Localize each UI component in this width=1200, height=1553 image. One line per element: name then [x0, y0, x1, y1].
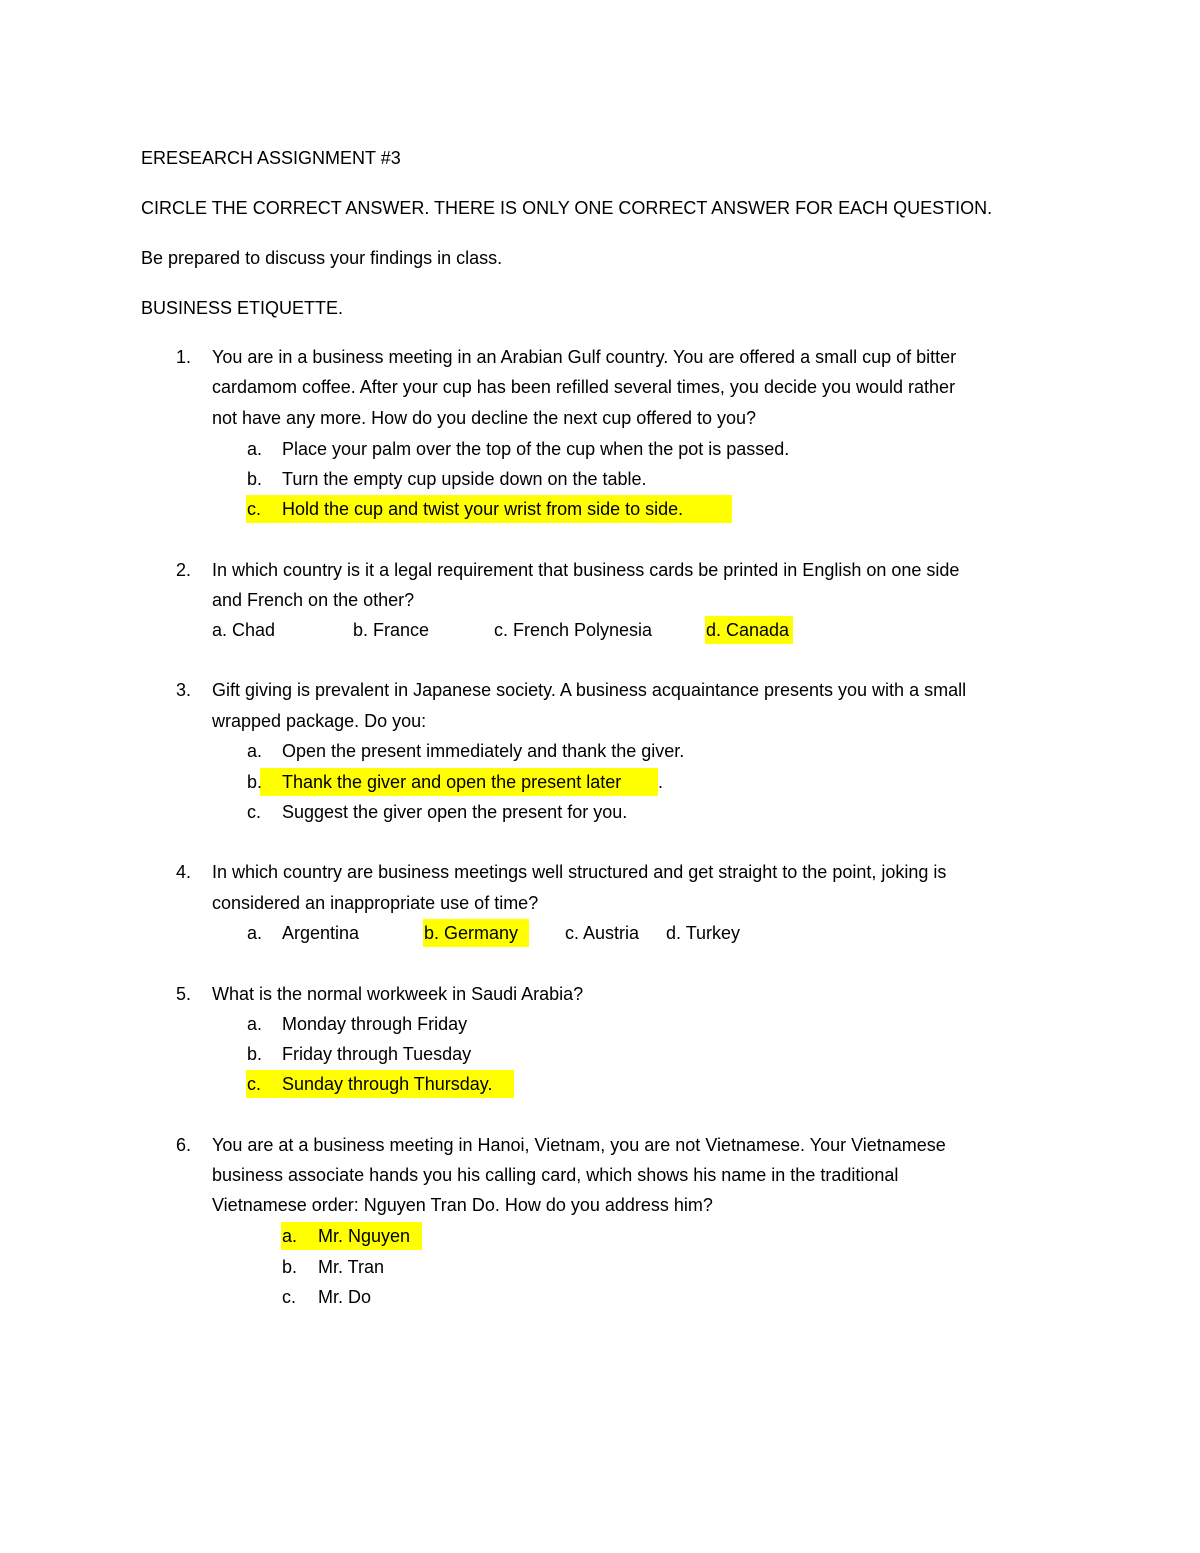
option-text: Monday through Friday	[282, 1014, 468, 1034]
instruction-text: CIRCLE THE CORRECT ANSWER. THERE IS ONLY ONE CORRECT ANSWER FOR EACH QUESTION.	[141, 198, 993, 218]
option-inline-correct: d. Canada	[706, 620, 790, 640]
option-letter: a.	[247, 923, 263, 943]
option-suffix: .	[658, 772, 664, 792]
option-letter: b.	[247, 772, 263, 792]
note-text: Be prepared to discuss your findings in class.	[141, 248, 503, 268]
option-letter: b.	[247, 1044, 263, 1064]
question-number: 2.	[176, 560, 192, 580]
section-heading: BUSINESS ETIQUETTE.	[141, 298, 344, 318]
question-text-line: business associate hands you his calling card, which shows his name in the traditional	[212, 1165, 899, 1185]
option-inline: b. France	[353, 620, 430, 640]
question-number: 4.	[176, 862, 192, 882]
option-letter: b.	[282, 1257, 298, 1277]
question-number: 6.	[176, 1135, 192, 1155]
question-number: 1.	[176, 347, 192, 367]
option-text: Open the present immediately and thank the giver.	[282, 741, 685, 761]
option-text: Suggest the giver open the present for you.	[282, 802, 628, 822]
option-letter-correct: c.	[247, 499, 262, 519]
question-text-line: wrapped package. Do you:	[212, 711, 427, 731]
question-text-line: Vietnamese order: Nguyen Tran Do. How do you address him?	[212, 1195, 713, 1215]
option-inline-correct: b. Germany	[424, 923, 519, 943]
option-inline: c. Austria	[565, 923, 640, 943]
option-letter-correct: c.	[247, 1074, 262, 1094]
option-letter: c.	[247, 802, 262, 822]
option-letter: b.	[247, 469, 263, 489]
option-letter-correct: a.	[282, 1226, 298, 1246]
option-letter: a.	[247, 741, 263, 761]
option-text: Turn the empty cup upside down on the table.	[282, 469, 647, 489]
option-inline: a. Chad	[212, 620, 276, 640]
question-text-line: You are in a business meeting in an Arabian Gulf country. You are offered a small cup of bitter	[212, 347, 957, 367]
option-text: Mr. Do	[318, 1287, 372, 1307]
option-text-correct: Sunday through Thursday.	[282, 1074, 493, 1094]
question-text-line: In which country is it a legal requirement that business cards be printed in English on one side	[212, 560, 960, 580]
option-letter: a.	[247, 439, 263, 459]
question-text-line: and French on the other?	[212, 590, 415, 610]
option-inline: Argentina	[282, 923, 360, 943]
option-text-correct: Mr. Nguyen	[318, 1226, 411, 1246]
option-text-correct: Thank the giver and open the present later	[282, 772, 622, 792]
question-text-line: What is the normal workweek in Saudi Arabia?	[212, 984, 584, 1004]
question-text-line: In which country are business meetings well structured and get straight to the point, joking is	[212, 862, 947, 882]
option-text: Mr. Tran	[318, 1257, 385, 1277]
option-inline: c. French Polynesia	[494, 620, 653, 640]
option-text-correct: Hold the cup and twist your wrist from side to side.	[282, 499, 684, 519]
question-text-line: not have any more. How do you decline the next cup offered to you?	[212, 408, 757, 428]
question-text-line: You are at a business meeting in Hanoi, Vietnam, you are not Vietnamese. Your Vietnamese	[212, 1135, 946, 1155]
question-text-line: cardamom coffee. After your cup has been refilled several times, you decide you would rather	[212, 377, 956, 397]
option-text: Friday through Tuesday	[282, 1044, 472, 1064]
option-text: Place your palm over the top of the cup when the pot is passed.	[282, 439, 790, 459]
option-letter: a.	[247, 1014, 263, 1034]
question-text-line: Gift giving is prevalent in Japanese society. A business acquaintance presents you with a small	[212, 680, 967, 700]
document-title: ERESEARCH ASSIGNMENT #3	[141, 148, 401, 168]
option-letter: c.	[282, 1287, 297, 1307]
question-text-line: considered an inappropriate use of time?	[212, 893, 539, 913]
option-inline: d. Turkey	[666, 923, 741, 943]
question-number: 5.	[176, 984, 192, 1004]
question-number: 3.	[176, 680, 192, 700]
